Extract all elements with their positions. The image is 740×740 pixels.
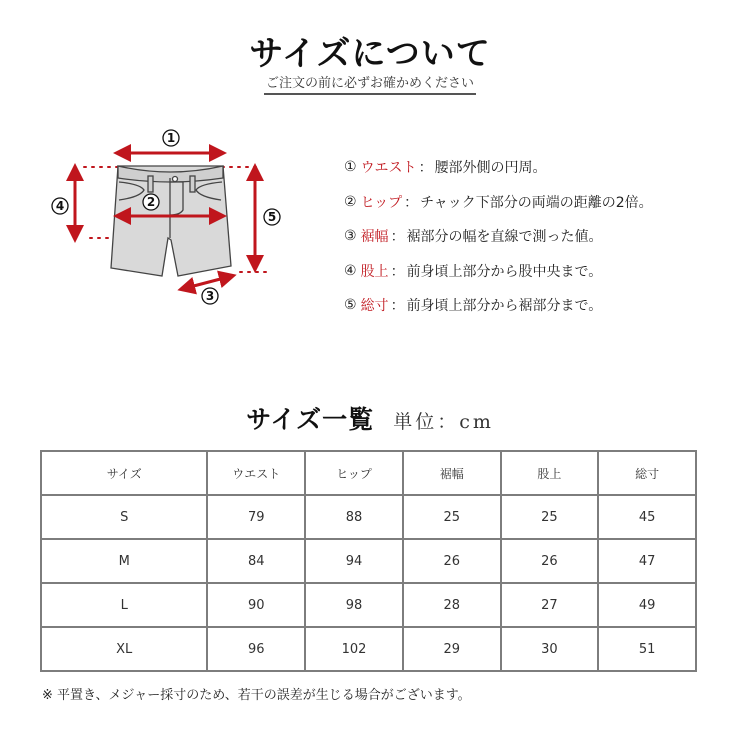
header-cell: ウエスト [207,451,305,495]
legend-item-waist [344,150,704,185]
subtitle-text: ご注文の前に必ずお確かめください [264,72,476,95]
legend-desc: 腰部外側の円周。 [434,160,547,177]
header-cell: ヒップ [305,451,403,495]
table-cell: 102 [305,627,403,671]
legend-number: ⑤ [344,297,357,314]
shorts-measurement-diagram [40,120,300,320]
legend-colon: ： [418,160,433,177]
size-table [40,450,697,672]
measurement-legend [344,150,704,323]
page-title: サイズについて [249,34,491,74]
table-cell: 28 [403,583,501,627]
legend-colon: ： [404,194,419,211]
table-cell: 79 [207,495,305,539]
legend-number: ② [344,193,357,210]
table-cell: 51 [598,627,696,671]
svg-text:2: 2 [146,195,156,209]
size-table-heading [0,400,740,436]
svg-text:5: 5 [267,210,277,224]
table-cell: 25 [501,495,599,539]
table-cell: 88 [305,495,403,539]
table-cell: 94 [305,539,403,583]
header-cell: 裾幅 [403,451,501,495]
table-row [41,495,696,539]
legend-number: ④ [344,262,357,279]
legend-item-total-length [344,288,704,323]
legend-number: ① [344,159,357,176]
table-cell: M [41,539,207,583]
table-cell: 49 [598,583,696,627]
legend-item-hip [344,185,704,220]
table-cell: L [41,583,207,627]
table-row [41,627,696,671]
svg-text:3: 3 [205,289,215,303]
table-row [41,539,696,583]
legend-term: ヒップ [360,194,403,211]
legend-term: 総寸 [360,298,389,315]
table-cell: 30 [501,627,599,671]
header-cell: 総寸 [598,451,696,495]
legend-colon: ： [390,229,405,246]
table-cell: S [41,495,207,539]
svg-text:4: 4 [55,199,65,213]
legend-item-hem-width [344,219,704,254]
table-cell: 27 [501,583,599,627]
table-cell: 84 [207,539,305,583]
size-table-title: サイズ一覧 [246,405,375,434]
table-header-row [41,451,696,495]
legend-colon: ： [390,263,405,280]
header-cell: サイズ [41,451,207,495]
table-cell: 90 [207,583,305,627]
legend-colon: ： [390,298,405,315]
legend-desc: 前身頃上部分から裾部分まで。 [406,298,603,315]
table-cell: 96 [207,627,305,671]
measurement-note: ※ 平置き、メジャー採寸のため、若干の誤差が生じる場合がございます。 [42,688,471,703]
header-cell: 股上 [501,451,599,495]
legend-term: ウエスト [360,160,417,177]
table-cell: 98 [305,583,403,627]
legend-desc: 裾部分の幅を直線で測った値。 [406,229,603,246]
legend-term: 裾幅 [360,229,389,246]
table-row [41,583,696,627]
legend-item-rise [344,254,704,289]
table-cell: 47 [598,539,696,583]
table-cell: XL [41,627,207,671]
svg-text:1: 1 [166,131,176,145]
table-cell: 45 [598,495,696,539]
legend-number: ③ [344,228,357,245]
table-cell: 26 [501,539,599,583]
table-cell: 25 [403,495,501,539]
table-cell: 26 [403,539,501,583]
legend-term: 股上 [360,263,389,280]
table-cell: 29 [403,627,501,671]
legend-desc: 前身頃上部分から股中央まで。 [406,263,603,280]
size-table-unit: 単位：cm [393,411,494,433]
legend-desc: チャック下部分の両端の距離の2倍。 [420,194,653,211]
page-subtitle [0,72,740,95]
shorts-icon [111,166,231,276]
